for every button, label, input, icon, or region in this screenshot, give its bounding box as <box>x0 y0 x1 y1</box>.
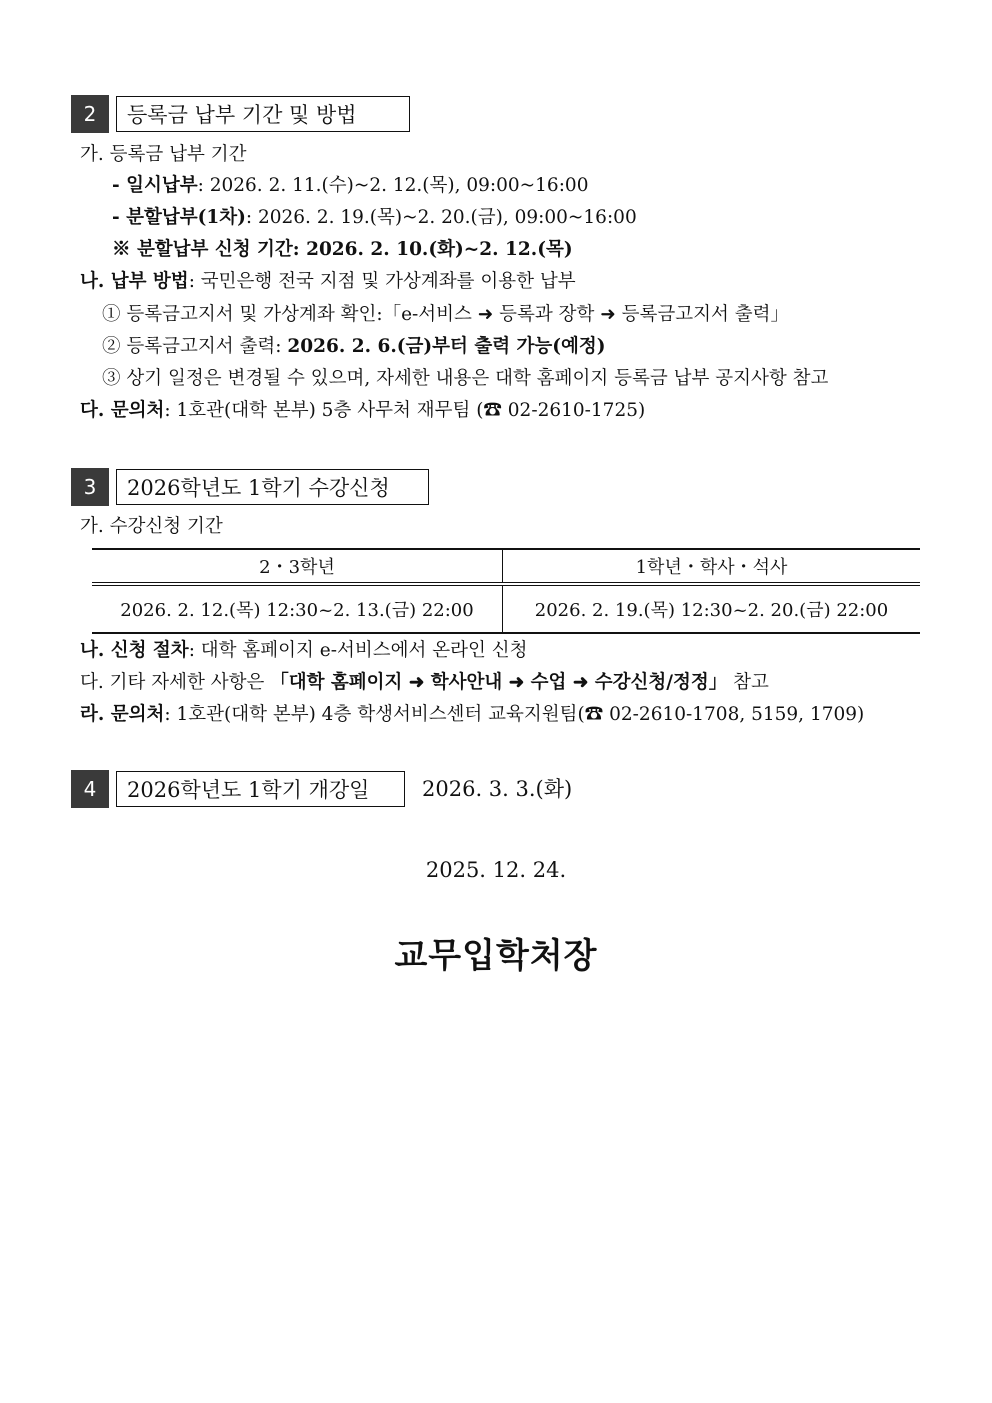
item-label: - 분할납부(1차) <box>112 207 246 228</box>
section-title: 등록금 납부 기간 및 방법 <box>116 96 410 132</box>
list-item <box>80 703 864 727</box>
table-cell: 2026. 2. 12.(목) 12:30~2. 13.(금) 22:00 <box>92 584 503 633</box>
item-label: 라. 문의처 <box>80 704 165 725</box>
list-item <box>112 174 588 198</box>
item-label: ② 등록금고지서 출력: <box>102 336 288 357</box>
registration-period-table <box>92 548 920 634</box>
item-value: 「대학 홈페이지 ➜ 학사안내 ➜ 수업 ➜ 수강신청/정정」 <box>270 672 728 693</box>
section-title: 2026학년도 1학기 수강신청 <box>116 469 429 505</box>
item-value: : 2026. 2. 11.(수)~2. 12.(목), 09:00~16:00 <box>197 175 589 196</box>
list-item <box>102 335 606 359</box>
section-number: 2 <box>71 95 109 133</box>
item-label: 나. 신청 절차 <box>80 640 189 661</box>
sub-heading: 가. 등록금 납부 기간 <box>80 144 247 165</box>
list-item <box>80 639 527 663</box>
item-suffix: 참고 <box>727 672 769 693</box>
item-label: 다. 문의처 <box>80 400 165 421</box>
table-header-row <box>92 549 920 584</box>
issue-date: 2025. 12. 24. <box>425 858 567 882</box>
column-header: 1학년・학사・석사 <box>503 549 921 584</box>
item-label: ※ 분할납부 신청 기간 <box>112 239 293 260</box>
section-number: 4 <box>71 770 109 808</box>
item-label: 다. 기타 자세한 사항은 <box>80 672 271 693</box>
item-label: - 일시납부 <box>112 175 198 196</box>
table-cell: 2026. 2. 19.(목) 12:30~2. 20.(금) 22:00 <box>503 584 921 633</box>
item-value: : 1호관(대학 본부) 4층 학생서비스센터 교육지원팀(☎ 02-2610-1708, 5159, 1709) <box>164 704 865 725</box>
item-value: 2026. 2. 6.(금)부터 출력 가능(예정) <box>287 336 606 357</box>
start-date: 2026. 3. 3.(화) <box>422 777 573 801</box>
table-row <box>92 584 920 633</box>
list-item <box>80 671 769 695</box>
section-title: 2026학년도 1학기 개강일 <box>116 771 405 807</box>
sub-heading: 가. 수강신청 기간 <box>80 516 223 537</box>
item-value: : 2026. 2. 10.(화)~2. 12.(목) <box>292 239 573 260</box>
list-item <box>80 399 645 423</box>
signer: 교무입학처장 <box>394 936 598 976</box>
column-header: 2・3학년 <box>92 549 503 584</box>
list-item <box>80 270 576 294</box>
item-value: : 국민은행 전국 지점 및 가상계좌를 이용한 납부 <box>188 271 576 292</box>
list-item: ③ 상기 일정은 변경될 수 있으며, 자세한 내용은 대학 홈페이지 등록금 납부 공지사항 참고 <box>102 368 829 389</box>
list-item <box>112 206 637 230</box>
section-number: 3 <box>71 468 109 506</box>
item-value: : 2026. 2. 19.(목)~2. 20.(금), 09:00~16:00 <box>245 207 637 228</box>
item-value: : 대학 홈페이지 e-서비스에서 온라인 신청 <box>188 640 528 661</box>
list-item: ① 등록금고지서 및 가상계좌 확인:「e-서비스 ➜ 등록과 장학 ➜ 등록금고지서 출력」 <box>102 304 790 325</box>
item-label: 나. 납부 방법 <box>80 271 189 292</box>
list-item <box>112 238 573 262</box>
item-value: : 1호관(대학 본부) 5층 사무처 재무팀 (☎ 02-2610-1725) <box>164 400 646 421</box>
